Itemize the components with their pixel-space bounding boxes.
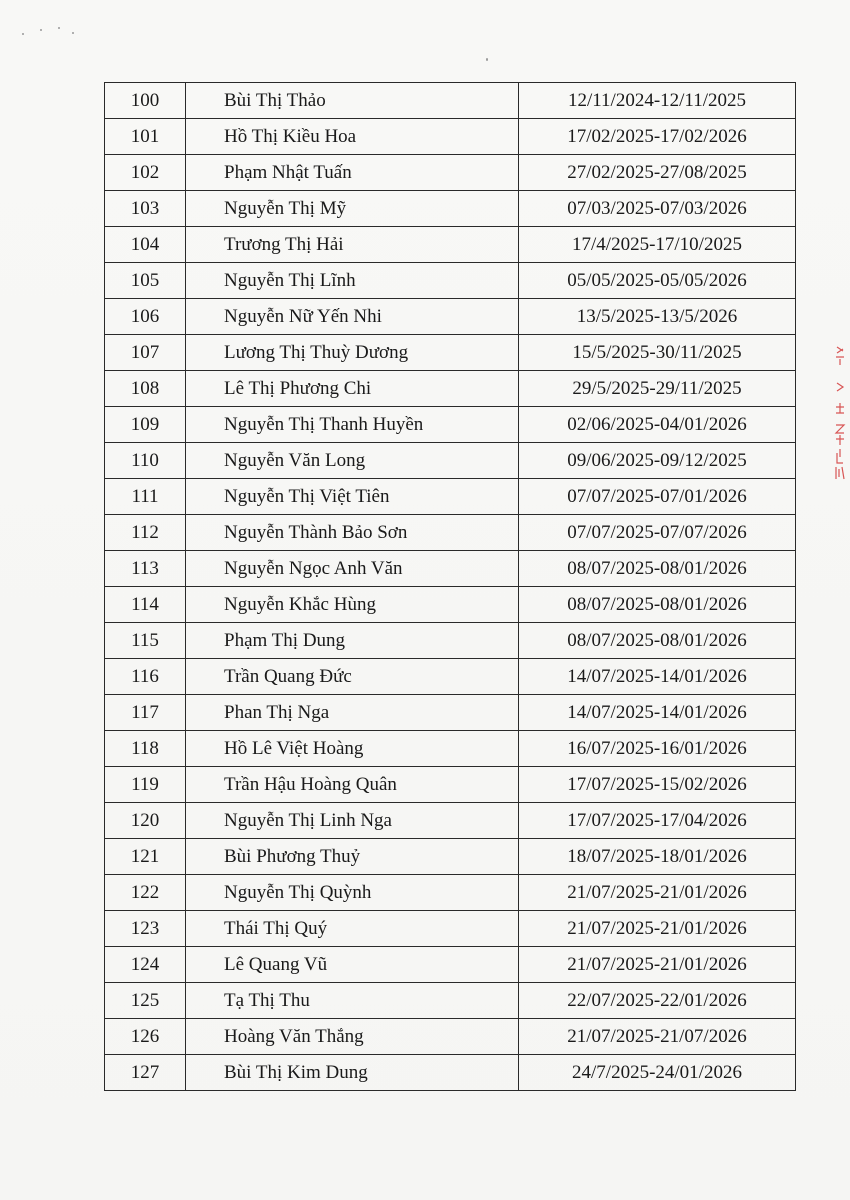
row-number-cell: 119 [105,767,186,803]
row-number-cell: 106 [105,299,186,335]
row-number-cell: 125 [105,983,186,1019]
date-range-cell: 21/07/2025-21/01/2026 [519,947,796,983]
table-row [105,119,796,155]
row-number-cell: 113 [105,551,186,587]
row-number-cell: 101 [105,119,186,155]
row-number-cell: 112 [105,515,186,551]
full-name-cell: Lương Thị Thuỳ Dương [186,335,519,371]
scan-speck [72,32,74,34]
full-name-cell: Nguyễn Thị Thanh Huyền [186,407,519,443]
table-row [105,695,796,731]
table-row [105,155,796,191]
table-row [105,659,796,695]
red-stamp-mark [834,345,846,480]
date-range-cell: 14/07/2025-14/01/2026 [519,659,796,695]
date-range-cell: 02/06/2025-04/01/2026 [519,407,796,443]
full-name-cell: Thái Thị Quý [186,911,519,947]
row-number-cell: 121 [105,839,186,875]
table-row [105,299,796,335]
row-number-cell: 116 [105,659,186,695]
full-name-cell: Nguyễn Thành Bảo Sơn [186,515,519,551]
full-name-cell: Nguyễn Thị Linh Nga [186,803,519,839]
row-number-cell: 126 [105,1019,186,1055]
table-row [105,911,796,947]
table-row [105,875,796,911]
full-name-cell: Nguyễn Thị Việt Tiên [186,479,519,515]
full-name-cell: Hoàng Văn Thắng [186,1019,519,1055]
date-range-cell: 07/03/2025-07/03/2026 [519,191,796,227]
full-name-cell: Nguyễn Nữ Yến Nhi [186,299,519,335]
table-row [105,443,796,479]
date-range-cell: 08/07/2025-08/01/2026 [519,587,796,623]
date-range-cell: 16/07/2025-16/01/2026 [519,731,796,767]
table-row [105,983,796,1019]
full-name-cell: Trương Thị Hải [186,227,519,263]
full-name-cell: Phan Thị Nga [186,695,519,731]
table-row [105,839,796,875]
row-number-cell: 103 [105,191,186,227]
table-row [105,767,796,803]
row-number-cell: 110 [105,443,186,479]
table-row [105,227,796,263]
table-row [105,479,796,515]
table-row [105,551,796,587]
date-range-cell: 24/7/2025-24/01/2026 [519,1055,796,1091]
date-range-cell: 09/06/2025-09/12/2025 [519,443,796,479]
row-number-cell: 108 [105,371,186,407]
date-range-cell: 27/02/2025-27/08/2025 [519,155,796,191]
date-range-cell: 17/4/2025-17/10/2025 [519,227,796,263]
table-row [105,947,796,983]
date-range-cell: 29/5/2025-29/11/2025 [519,371,796,407]
full-name-cell: Hồ Lê Việt Hoàng [186,731,519,767]
table-row [105,83,796,119]
table-row [105,587,796,623]
table-row [105,623,796,659]
full-name-cell: Nguyễn Thị Lĩnh [186,263,519,299]
row-number-cell: 118 [105,731,186,767]
full-name-cell: Nguyễn Thị Mỹ [186,191,519,227]
date-range-cell: 17/07/2025-17/04/2026 [519,803,796,839]
red-stamp-glyph-icon [834,345,846,480]
date-range-cell: 17/07/2025-15/02/2026 [519,767,796,803]
date-range-cell: 08/07/2025-08/01/2026 [519,623,796,659]
scan-speck [22,33,24,35]
full-name-cell: Lê Quang Vũ [186,947,519,983]
full-name-cell: Trần Hậu Hoàng Quân [186,767,519,803]
row-number-cell: 105 [105,263,186,299]
row-number-cell: 122 [105,875,186,911]
row-number-cell: 120 [105,803,186,839]
full-name-cell: Nguyễn Văn Long [186,443,519,479]
date-range-cell: 17/02/2025-17/02/2026 [519,119,796,155]
full-name-cell: Nguyễn Thị Quỳnh [186,875,519,911]
table-row [105,515,796,551]
row-number-cell: 115 [105,623,186,659]
full-name-cell: Phạm Nhật Tuấn [186,155,519,191]
date-range-cell: 21/07/2025-21/01/2026 [519,911,796,947]
full-name-cell: Lê Thị Phương Chi [186,371,519,407]
table-row [105,1019,796,1055]
date-range-cell: 18/07/2025-18/01/2026 [519,839,796,875]
scan-speck [486,58,488,61]
row-number-cell: 111 [105,479,186,515]
full-name-cell: Bùi Thị Kim Dung [186,1055,519,1091]
scan-speck [40,29,42,31]
row-number-cell: 107 [105,335,186,371]
row-number-cell: 109 [105,407,186,443]
roster-table-body [105,83,796,1091]
date-range-cell: 14/07/2025-14/01/2026 [519,695,796,731]
table-row [105,1055,796,1091]
date-range-cell: 13/5/2025-13/5/2026 [519,299,796,335]
table-row [105,803,796,839]
full-name-cell: Trần Quang Đức [186,659,519,695]
date-range-cell: 08/07/2025-08/01/2026 [519,551,796,587]
full-name-cell: Phạm Thị Dung [186,623,519,659]
row-number-cell: 104 [105,227,186,263]
date-range-cell: 21/07/2025-21/07/2026 [519,1019,796,1055]
row-number-cell: 123 [105,911,186,947]
full-name-cell: Bùi Phương Thuỷ [186,839,519,875]
row-number-cell: 102 [105,155,186,191]
table-row [105,191,796,227]
table-row [105,407,796,443]
roster-table [104,82,796,1091]
date-range-cell: 12/11/2024-12/11/2025 [519,83,796,119]
table-row [105,371,796,407]
date-range-cell: 22/07/2025-22/01/2026 [519,983,796,1019]
full-name-cell: Bùi Thị Thảo [186,83,519,119]
row-number-cell: 114 [105,587,186,623]
row-number-cell: 124 [105,947,186,983]
full-name-cell: Nguyễn Ngọc Anh Văn [186,551,519,587]
date-range-cell: 15/5/2025-30/11/2025 [519,335,796,371]
row-number-cell: 117 [105,695,186,731]
date-range-cell: 05/05/2025-05/05/2026 [519,263,796,299]
date-range-cell: 21/07/2025-21/01/2026 [519,875,796,911]
row-number-cell: 100 [105,83,186,119]
date-range-cell: 07/07/2025-07/07/2026 [519,515,796,551]
full-name-cell: Tạ Thị Thu [186,983,519,1019]
full-name-cell: Nguyễn Khắc Hùng [186,587,519,623]
row-number-cell: 127 [105,1055,186,1091]
table-row [105,263,796,299]
date-range-cell: 07/07/2025-07/01/2026 [519,479,796,515]
scan-speck [58,27,60,29]
table-row [105,335,796,371]
full-name-cell: Hồ Thị Kiều Hoa [186,119,519,155]
table-row [105,731,796,767]
